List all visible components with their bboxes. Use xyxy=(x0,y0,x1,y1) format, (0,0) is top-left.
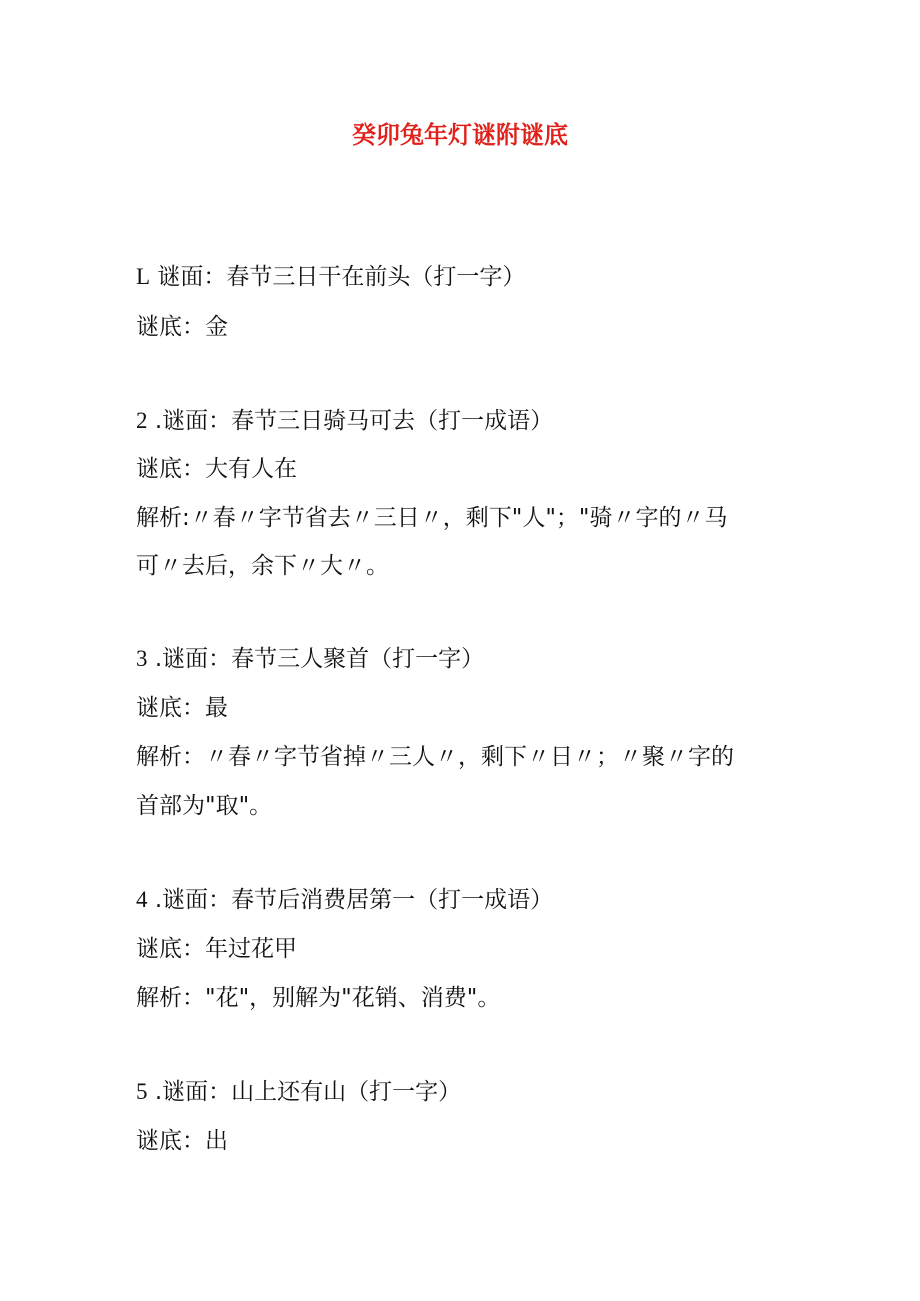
riddle-2-explanation-line-1: 解析:〃春〃字节省去〃三日〃，剩下"人"；"骑〃字的〃马 xyxy=(136,505,728,531)
riddle-5-number: 5 xyxy=(136,1079,148,1104)
riddle-2-explanation-line-2: 可〃去后，余下〃大〃。 xyxy=(136,553,389,579)
riddle-1-number: L xyxy=(136,264,151,289)
riddle-5-answer: 谜底：出 xyxy=(136,1128,228,1154)
riddle-3-question-text: .谜面：春节三人聚首（打一字） xyxy=(154,646,485,672)
riddle-4-question xyxy=(136,884,553,916)
riddle-1-answer: 谜底：金 xyxy=(136,314,228,340)
riddle-5-question xyxy=(136,1076,461,1108)
riddle-2-number: 2 xyxy=(136,408,148,433)
riddle-4-number: 4 xyxy=(136,887,148,912)
riddle-5-question-text: .谜面：山上还有山（打一字） xyxy=(154,1079,462,1105)
riddle-1-question-text: 谜面：春节三日干在前头（打一字） xyxy=(157,264,526,290)
riddle-3-explanation-line-2: 首部为"取"。 xyxy=(136,793,273,819)
riddle-4-explanation-line-1: 解析："花"，别解为"花销、消费"。 xyxy=(136,985,501,1011)
page-title: 癸卯兔年灯谜附谜底 xyxy=(352,121,568,149)
riddle-2-question-text: .谜面：春节三日骑马可去（打一成语） xyxy=(154,408,554,434)
riddle-2-question xyxy=(136,405,553,437)
riddle-4-answer: 谜底：年过花甲 xyxy=(136,936,297,962)
riddle-4-question-text: .谜面：春节后消费居第一（打一成语） xyxy=(154,887,554,913)
riddle-3-number: 3 xyxy=(136,646,148,671)
riddle-2-answer: 谜底：大有人在 xyxy=(136,456,297,482)
riddle-3-answer: 谜底：最 xyxy=(136,695,228,721)
riddle-3-explanation-line-1: 解析：〃春〃字节省掉〃三人〃，剩下〃日〃；〃聚〃字的 xyxy=(136,744,734,770)
riddle-3-question xyxy=(136,643,484,675)
riddle-1-question xyxy=(136,261,525,293)
